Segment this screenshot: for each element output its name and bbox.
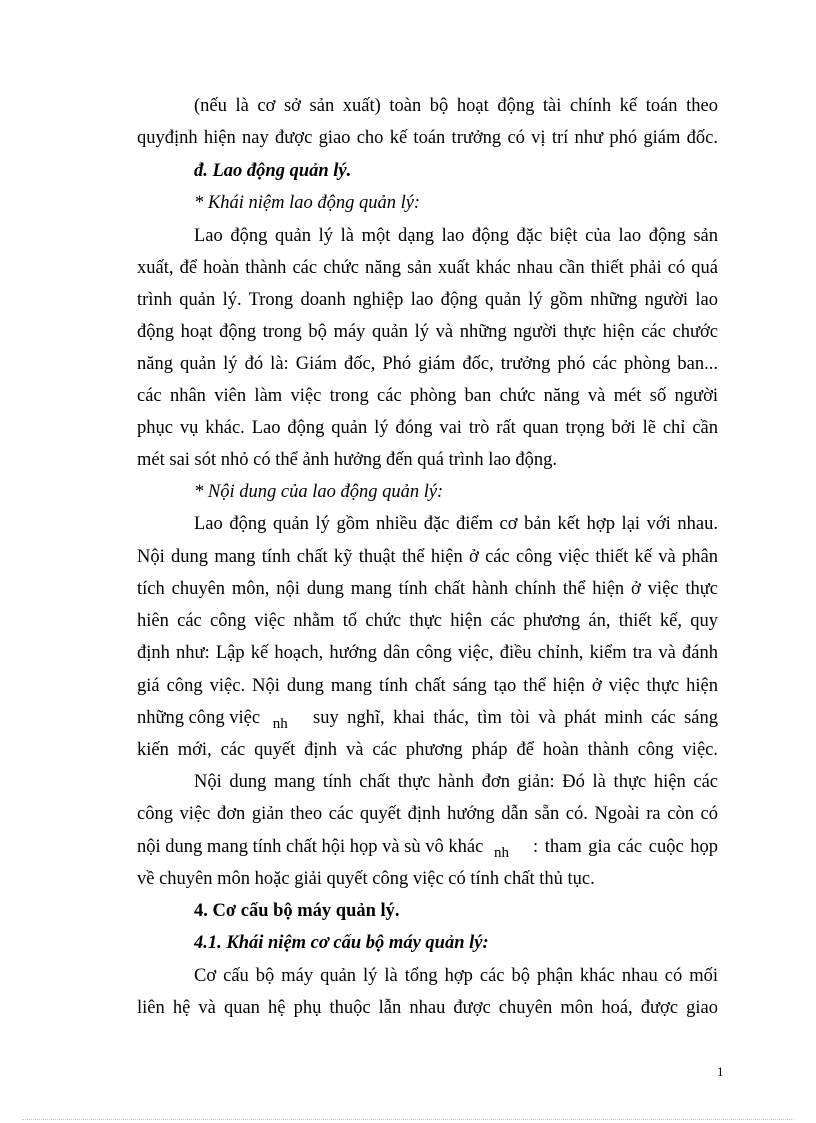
body-line: kiến mới, các quyết định và các phương pháp để hoàn thành công việc. <box>137 740 718 760</box>
line-segment: nội dung mang tính chất hội họp và sù vô khác <box>137 837 484 857</box>
body-line: Cơ cấu bộ máy quản lý là tổng hợp các bộ phận khác nhau có mối <box>194 966 718 986</box>
body-line: động hoạt động trong bộ máy quản lý và những người thực hiện các chước <box>137 322 718 342</box>
section-heading: đ. Lao động quản lý. <box>194 161 352 181</box>
page-number: 1 <box>717 1064 724 1079</box>
body-line: liên hệ và quan hệ phụ thuộc lẫn nhau được chuyên môn hoá, được giao <box>137 998 718 1018</box>
body-line: mét sai sót nhỏ có thể ảnh hưởng đến quá trình lao động. <box>137 450 558 470</box>
body-line <box>137 836 509 859</box>
body-line: quyđịnh hiện nay được giao cho kế toán trưởng có vị trí như phó giám đốc. <box>137 128 718 148</box>
subsection-heading: 4.1. Khái niệm cơ cấu bộ máy quản lý: <box>194 933 489 953</box>
body-line: Lao động quản lý là một dạng lao động đặc biệt của lao động sản <box>194 226 718 246</box>
body-line: về chuyên môn hoặc giải quyết công việc có tính chất thủ tục. <box>137 869 595 889</box>
body-line: năng quản lý đó là: Giám đốc, Phó giám đốc, trưởng phó các phòng ban... <box>137 354 718 374</box>
body-line: trình quản lý. Trong doanh nghiệp lao động quản lý gồm những người lao <box>137 290 718 310</box>
body-line: Nội dung mang tính chất thực hành đơn giản: Đó là thực hiện các <box>194 772 718 792</box>
body-line <box>137 707 288 730</box>
body-line: công việc đơn giản theo các quyết định hướng dẫn sẵn có. Ngoài ra còn có <box>137 804 718 824</box>
body-line: Lao động quản lý gồm nhiều đặc điểm cơ bản kết hợp lại với nhau. <box>194 514 718 534</box>
body-line: định như: Lập kế hoạch, hướng dân công việc, điều chỉnh, kiểm tra và đánh <box>137 643 718 663</box>
body-line: phục vụ khác. Lao động quản lý đóng vai trò rất quan trọng bởi lẽ chỉ cần <box>137 418 718 438</box>
body-line: giá công việc. Nội dung mang tính chất sáng tạo thể hiện ở việc thực hiện <box>137 676 718 696</box>
body-line: các nhân viên làm việc trong các phòng ban chức năng và mét số người <box>137 386 718 406</box>
body-line-continuation: : tham gia các cuộc họp <box>533 837 718 857</box>
footer-divider <box>22 1119 794 1120</box>
body-line-continuation: suy nghĩ, khai thác, tìm tòi và phát minh các sáng <box>313 708 718 728</box>
subscript-fragment: nh <box>493 845 509 861</box>
line-segment: những công việc <box>137 708 261 728</box>
body-line: hiên các công việc nhằm tổ chức thực hiện các phương án, thiết kế, quy <box>137 611 718 631</box>
subsection-heading: * Nội dung của lao động quản lý: <box>194 482 444 502</box>
body-line: tích chuyên môn, nội dung mang tính chất hành chính thể hiện ở việc thực <box>137 579 718 599</box>
body-line: xuất, để hoàn thành các chức năng sản xuất khác nhau cần thiết phải có quá <box>137 258 718 278</box>
subsection-heading: * Khái niệm lao động quản lý: <box>194 193 421 213</box>
body-line: (nếu là cơ sở sản xuất) toàn bộ hoạt động tài chính kế toán theo <box>194 96 718 116</box>
body-line: Nội dung mang tính chất kỹ thuật thể hiện ở các công việc thiết kế và phân <box>137 547 718 567</box>
section-heading: 4. Cơ cấu bộ máy quản lý. <box>194 901 400 921</box>
subscript-fragment: nh <box>272 716 288 732</box>
